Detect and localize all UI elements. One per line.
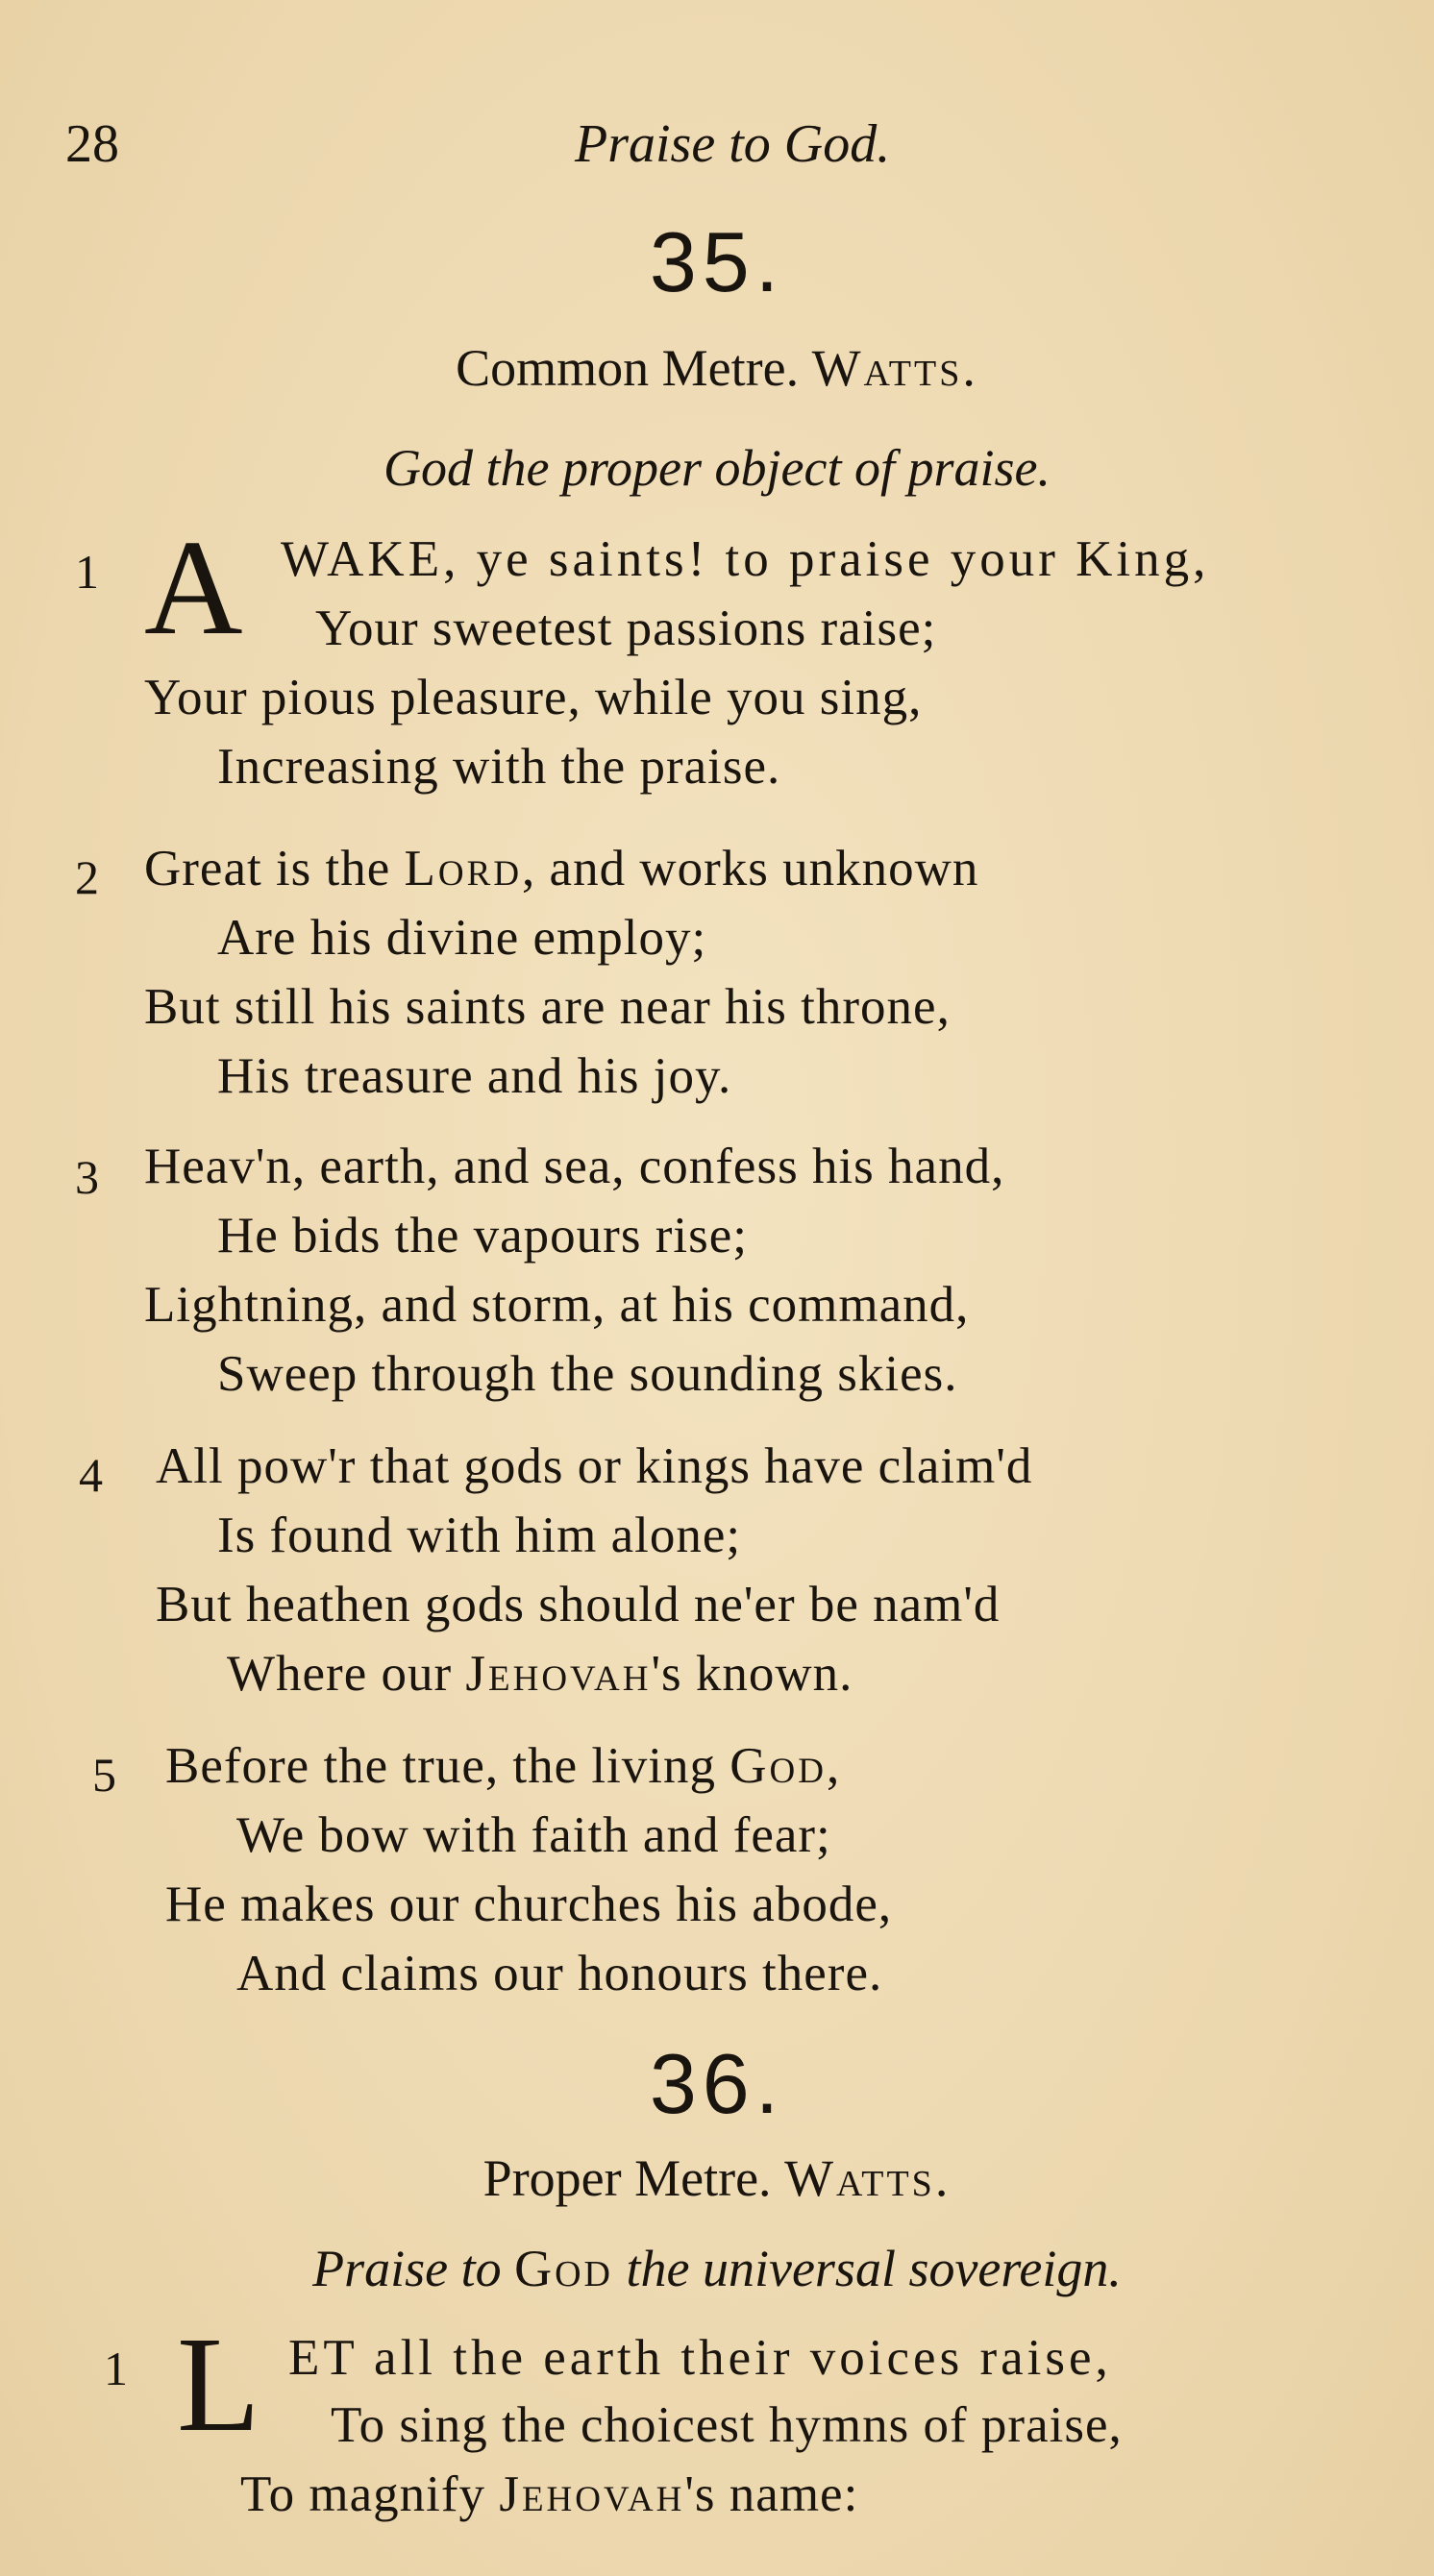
verse-line: Great is the Lord, and works unknown (144, 841, 979, 896)
verse-line: ET all the earth their voices raise, (288, 2330, 1112, 2386)
hymn-35-metre-label: Common Metre. (456, 339, 800, 397)
running-head (65, 113, 1372, 181)
verse-line: He makes our churches his abode, (165, 1877, 893, 1932)
verse-line: We bow with faith and fear; (236, 1807, 831, 1863)
verse-line: Before the true, the living God, (165, 1738, 841, 1794)
verse-number: 2 (75, 850, 99, 904)
verse-number: 1 (75, 545, 99, 599)
verse-line: Sweep through the sounding skies. (217, 1346, 958, 1402)
verse-number: 1 (104, 2342, 128, 2395)
verse-line: To sing the choicest hymns of praise, (331, 2397, 1123, 2453)
hymn-35-number: 35. (649, 214, 785, 309)
verse-line: Increasing with the praise. (217, 739, 781, 795)
verse-line: Is found with him alone; (217, 1508, 742, 1563)
verse-line: Are his divine employ; (217, 910, 707, 966)
verse-number: 3 (75, 1150, 99, 1204)
verse-line: He bids the vapours rise; (217, 1208, 748, 1263)
hymn-36-author: Watts. (784, 2149, 952, 2207)
running-title: Praise to God. (575, 114, 891, 174)
verse-line: All pow'r that gods or kings have claim'd (156, 1438, 1033, 1494)
page-number: 28 (65, 114, 119, 174)
verse-line: Your sweetest passions raise; (315, 601, 937, 656)
drop-cap: A (144, 511, 243, 663)
verse-line: Your pious pleasure, while you sing, (144, 670, 923, 725)
verse-line: Where our Jehovah's known. (227, 1646, 853, 1702)
verse-number: 4 (79, 1448, 103, 1502)
hymn-35-metre (0, 338, 1434, 398)
hymn-35-subject: God the proper object of praise. (383, 439, 1051, 497)
verse-line: Lightning, and storm, at his command, (144, 1277, 970, 1333)
verse-line: WAKE, ye saints! to praise your King, (281, 531, 1210, 587)
hymn-35-author: Watts. (811, 339, 978, 397)
drop-cap: L (177, 2308, 260, 2460)
verse-line: His treasure and his joy. (217, 1048, 732, 1104)
hymn-36-metre (0, 2148, 1434, 2208)
hymn-36-number: 36. (649, 2036, 785, 2131)
verse-line: And claims our honours there. (236, 1946, 883, 2001)
verse-line: To magnify Jehovah's name: (240, 2466, 859, 2522)
verse-line: But still his saints are near his throne, (144, 979, 951, 1035)
verse-line: Heav'n, earth, and sea, confess his hand, (144, 1139, 1005, 1194)
verse-line: But heathen gods should ne'er be nam'd (156, 1577, 1001, 1632)
hymn-36-metre-label: Proper Metre. (482, 2149, 772, 2207)
hymn-36-subject: Praise to God the universal sovereign. (312, 2240, 1122, 2297)
verse-number: 5 (92, 1748, 116, 1802)
